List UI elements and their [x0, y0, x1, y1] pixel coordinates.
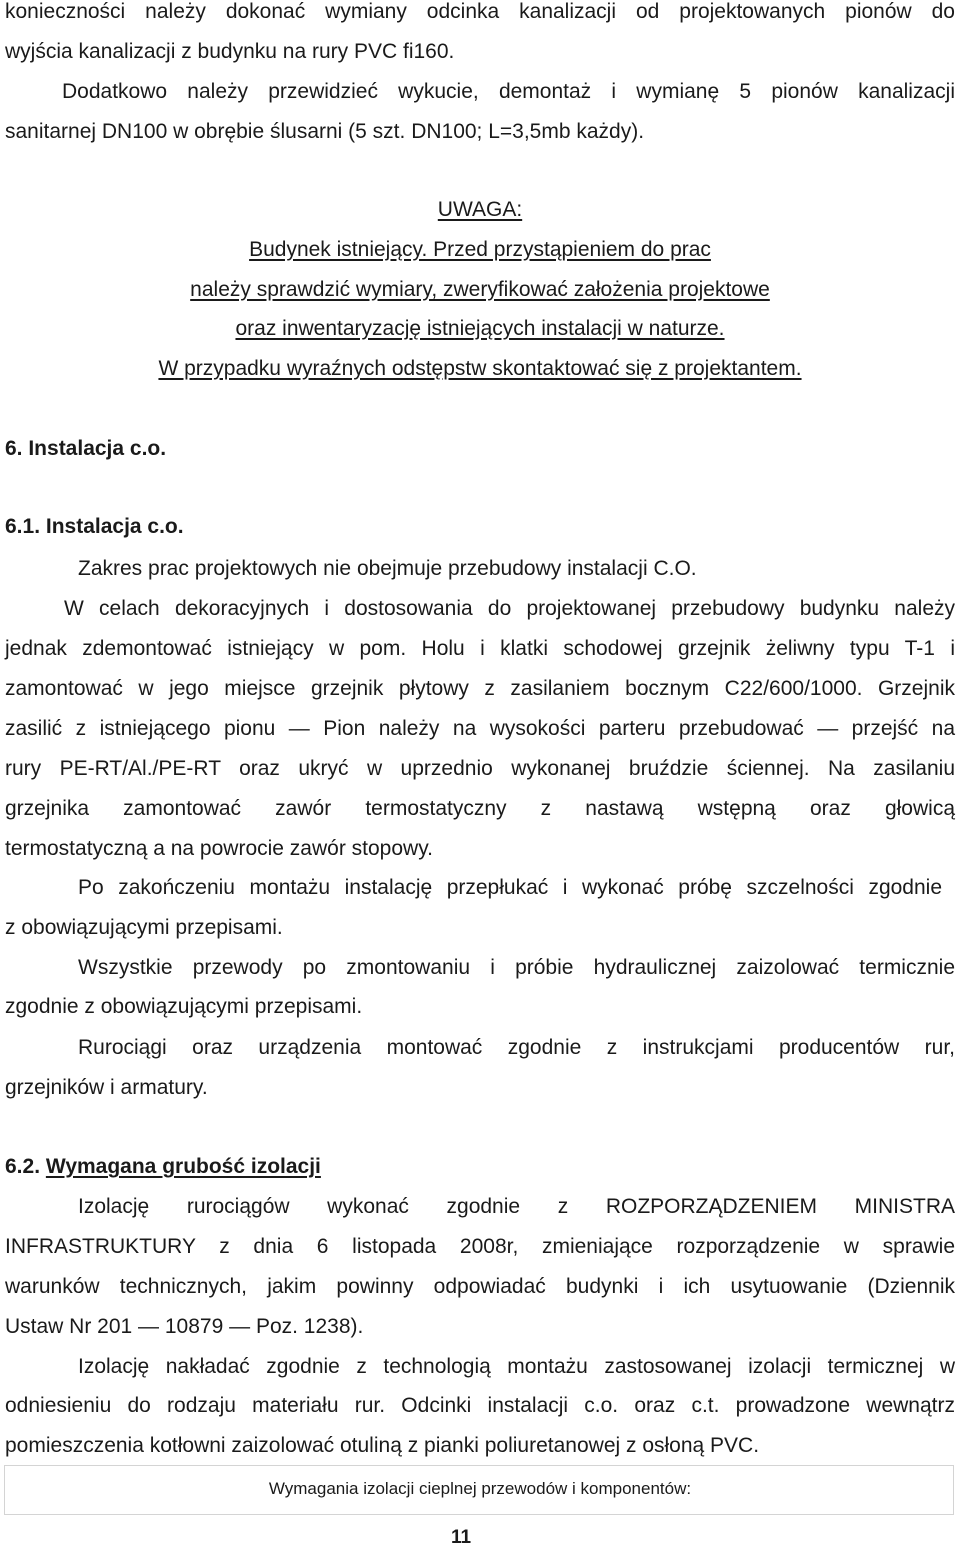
subsection-heading: 6.1. Instalacja c.o.: [5, 515, 184, 538]
table-caption: Wymagania izolacji cieplnej przewodów i komponentów:: [268, 1479, 692, 1498]
subsection-title: Wymagana grubość izolacji: [45, 1155, 321, 1178]
body-text-line: Ustaw Nr 201 — 10879 — Poz. 1238).: [5, 1315, 364, 1338]
body-text-line: z obowiązującymi przepisami.: [5, 916, 283, 939]
body-text-line: Dodatkowo należy przewidzieć wykucie, demontaż i wymianę 5 pionów kanalizacji: [62, 80, 955, 103]
notice-title: UWAGA:: [437, 198, 523, 221]
notice-line: W przypadku wyraźnych odstępstw skontaktować się z projektantem.: [158, 357, 802, 380]
body-text-line: Po zakończeniu montażu instalację przepłukać i wykonać próbę szczelności zgodnie: [78, 876, 942, 899]
body-text-line: termostatyczną a na powrocie zawór stopowy.: [5, 837, 433, 860]
body-text-line: odniesieniu do rodzaju materiału rur. Odcinki instalacji c.o. oraz c.t. prowadzone wewnątrz: [5, 1394, 955, 1417]
body-text-line: zgodnie z obowiązującymi przepisami.: [5, 995, 363, 1018]
subsection-number: 6.2.: [5, 1155, 41, 1178]
body-text-line: pomieszczenia kotłowni zaizolować otuliną z pianki poliuretanowej z osłoną PVC.: [5, 1434, 760, 1457]
section-heading: 6. Instalacja c.o.: [5, 437, 167, 460]
body-text-line: Izolację rurociągów wykonać zgodnie z ROZPORZĄDZENIEM MINISTRA: [78, 1195, 955, 1218]
notice-line: oraz inwentaryzację istniejących instalacji w naturze.: [235, 317, 725, 340]
body-text-line: wyjścia kanalizacji z budynku na rury PVC fi160.: [5, 40, 455, 63]
body-text-line: jednak zdemontować istniejący w pom. Holu i klatki schodowej grzejnik żeliwny typu T-1 i: [5, 637, 955, 660]
body-text-line: grzejników i armatury.: [5, 1076, 208, 1099]
body-text-line: konieczności należy dokonać wymiany odcinka kanalizacji od projektowanych pionów do: [5, 0, 955, 23]
body-text-line: Izolację nakładać zgodnie z technologią montażu zastosowanej izolacji termicznej w: [78, 1355, 955, 1378]
notice-line: należy sprawdzić wymiary, zweryfikować założenia projektowe: [190, 278, 770, 301]
body-text-line: grzejnika zamontować zawór termostatyczny z nastawą wstępną oraz głowicą: [5, 797, 955, 820]
body-text-line: Rurociągi oraz urządzenia montować zgodnie z instrukcjami producentów rur,: [78, 1036, 955, 1059]
body-text-line: Zakres prac projektowych nie obejmuje przebudowy instalacji C.O.: [78, 557, 697, 580]
body-text-line: warunków technicznych, jakim powinny odpowiadać budynki i ich usytuowanie (Dziennik: [5, 1275, 955, 1298]
body-text-line: rury PE-RT/Al./PE-RT oraz ukryć w uprzednio wykonanej bruździe ściennej. Na zasilaniu: [5, 757, 955, 780]
body-text-line: zasilić z istniejącego pionu — Pion należy na wysokości parteru przebudować — przejść na: [5, 717, 955, 740]
body-text-line: zamontować w jego miejsce grzejnik płytowy z zasilaniem bocznym C22/600/1000. Grzejnik: [5, 677, 955, 700]
body-text-line: W celach dekoracyjnych i dostosowania do projektowanej przebudowy budynku należy: [64, 597, 955, 620]
body-text-line: Wszystkie przewody po zmontowaniu i próbie hydraulicznej zaizolować termicznie: [78, 956, 955, 979]
page-number: 11: [450, 1527, 472, 1548]
body-text-line: sanitarnej DN100 w obrębie ślusarni (5 szt. DN100; L=3,5mb każdy).: [5, 120, 645, 143]
subsection-heading: [5, 1155, 321, 1179]
notice-line: Budynek istniejący. Przed przystąpieniem do prac: [249, 238, 711, 261]
body-text-line: INFRASTRUKTURY z dnia 6 listopada 2008r, zmieniające rozporządzenie w sprawie: [5, 1235, 955, 1258]
